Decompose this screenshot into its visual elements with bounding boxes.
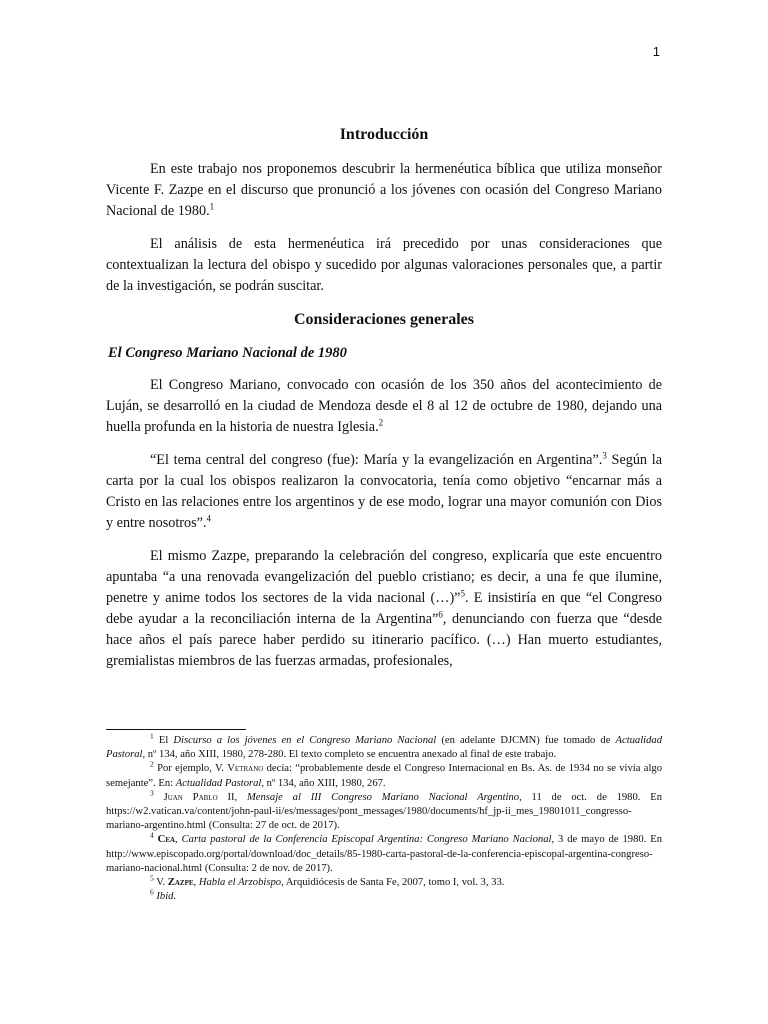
footnote-ref-1[interactable]: 1	[209, 201, 215, 212]
footnote-number: 3	[150, 788, 154, 798]
footnote-text: , nº 134, año XIII, 1980, 267.	[261, 777, 386, 789]
paragraph-body-1	[106, 375, 662, 438]
footnotes	[106, 729, 662, 904]
footnote-title: Carta pastoral de la Conferencia Episcopal Argentina: Congreso Mariano Nacional	[181, 834, 552, 846]
footnote-link[interactable]: , 11 de oct. de 1980. En https://w2.vatican.va/content/john-paul-ii/es/messages/pont_messages/1980/documents/hf_jp-ii_mes_19801011_congresso-mariano-argentino.html (Consulta: 27 de oct. de 2017).	[106, 791, 663, 832]
footnote-text: El	[153, 735, 174, 746]
footnote-text: decía: “probablemente desde el Congreso Internacional en Bs. As. de 1934 no se vivía algo semejante”. En:	[106, 763, 662, 789]
footnote-ref-4[interactable]: 4	[206, 513, 211, 524]
paragraph-body-3	[106, 546, 662, 672]
footnote-4	[106, 830, 663, 876]
footnote-number: 5	[150, 873, 154, 883]
heading-introduccion: Introducción	[339, 126, 429, 143]
footnote-number: 4	[150, 830, 154, 840]
footnote-number: 6	[150, 887, 154, 897]
paragraph-text: El Congreso Mariano, convocado con ocasión de los 350 años del acontecimiento de Luján, se desarrolló en la ciudad de Mendoza desde el 8 al 12 de octubre de 1980, dejando una huella profunda en la historia de nuestra Iglesia.	[106, 377, 662, 435]
footnote-ref-3[interactable]: 3	[602, 450, 607, 461]
footnote-2	[106, 759, 662, 790]
paragraph-text: , denunciando con fuerza que “desde hace años el país parece haber perdido su itinerario pacífico. (…) Han muerto estudiantes, gremialistas miembros de las fuerzas armadas, profesionales,	[106, 611, 662, 669]
footnote-author: Zazpe	[167, 877, 194, 889]
footnote-author: Juan Pablo II	[163, 791, 235, 803]
footnote-text: ,	[234, 791, 247, 803]
footnote-ref-6[interactable]: 6	[438, 609, 443, 620]
paragraph-intro-1	[106, 159, 662, 222]
footnote-5	[106, 873, 662, 890]
document-body	[106, 124, 662, 684]
footnote-title: Actualidad Pastoral	[106, 735, 663, 761]
subheading-congreso: El Congreso Mariano Nacional de 1980	[108, 345, 347, 361]
footnote-3	[106, 788, 663, 834]
footnote-title: Habla el Arzobispo	[198, 877, 282, 889]
footnote-text: ,	[193, 877, 199, 889]
footnote-text: Por ejemplo, V.	[153, 763, 228, 775]
footnote-number: 2	[150, 759, 154, 769]
footnote-author: Cea	[157, 834, 176, 846]
footnote-separator	[106, 729, 246, 730]
paragraph-text: . E insistiría en que “el Congreso debe ayudar a la reconciliación interna de la Argentina”	[106, 590, 662, 627]
footnote-title: Discurso a los jóvenes en el Congreso Mariano Nacional	[173, 735, 437, 746]
footnote-text: , Arquidiócesis de Santa Fe, 2007, tomo I, vol. 3, 33.	[281, 877, 505, 889]
footnote-text: V.	[153, 877, 168, 889]
paragraph-text: “El tema central del congreso (fue): María y la evangelización en Argentina”.	[150, 452, 603, 468]
footnote-ref-2[interactable]: 2	[378, 417, 384, 428]
footnote-title: Mensaje al III Congreso Mariano Nacional Argentino	[246, 791, 520, 803]
paragraph-text: El mismo Zazpe, preparando la celebración del congreso, explicaría que este encuentro apuntaba “a una renovada evangelización del pueblo cristiano; es decir, a una fe que ilumine, penetre y anime todos los sectores de la vida nacional (…)”	[106, 548, 662, 606]
paragraph-body-2	[106, 450, 662, 534]
footnote-author: Vetrano	[227, 763, 264, 775]
footnote-1	[106, 731, 663, 762]
paragraph-text: En este trabajo nos proponemos descubrir la hermenéutica bíblica que utiliza monseñor Vicente F. Zazpe en el discurso que pronunció a los jóvenes con ocasión del Congreso Mariano Nacional de 1980.	[106, 161, 662, 219]
footnote-title: Actualidad Pastoral	[175, 777, 262, 789]
paragraph-intro-2: El análisis de esta hermenéutica irá precedido por unas consideraciones que contextualizan la lectura del obispo y sucedido por algunas valoraciones personales que, a partir de la investigación, se podrán suscitar.	[106, 236, 662, 294]
footnote-6	[106, 887, 662, 904]
page-number: 1	[652, 44, 660, 59]
footnote-link[interactable]: , 3 de mayo de 1980. En http://www.episcopado.org/portal/download/doc_details/85-1980-carta-pastoral-de-la-conferencia-episcopal-argentina-congreso-mariano-nacional.html (Consulta: 2 de nov. de 2017).	[106, 834, 663, 874]
footnote-ref-5[interactable]: 5	[460, 588, 465, 599]
heading-consideraciones: Consideraciones generales	[294, 311, 474, 328]
footnote-text: (en adelante DJCMN) fue tomado de	[436, 735, 616, 746]
footnote-title: Ibid.	[156, 891, 177, 903]
footnote-text: ,	[175, 834, 182, 846]
footnote-text: , nº 134, año XIII, 1980, 278-280. El texto completo se encuentra anexado al final de este trabajo.	[142, 749, 557, 761]
paragraph-text: Según la carta por la cual los obispos realizaron la convocatoria, tenía como objetivo “encarnar más a Cristo en las relaciones entre los argentinos y de ese modo, lograr una mayor comunión con Dios y entre nosotros”.	[106, 452, 662, 531]
footnote-number: 1	[150, 731, 154, 741]
